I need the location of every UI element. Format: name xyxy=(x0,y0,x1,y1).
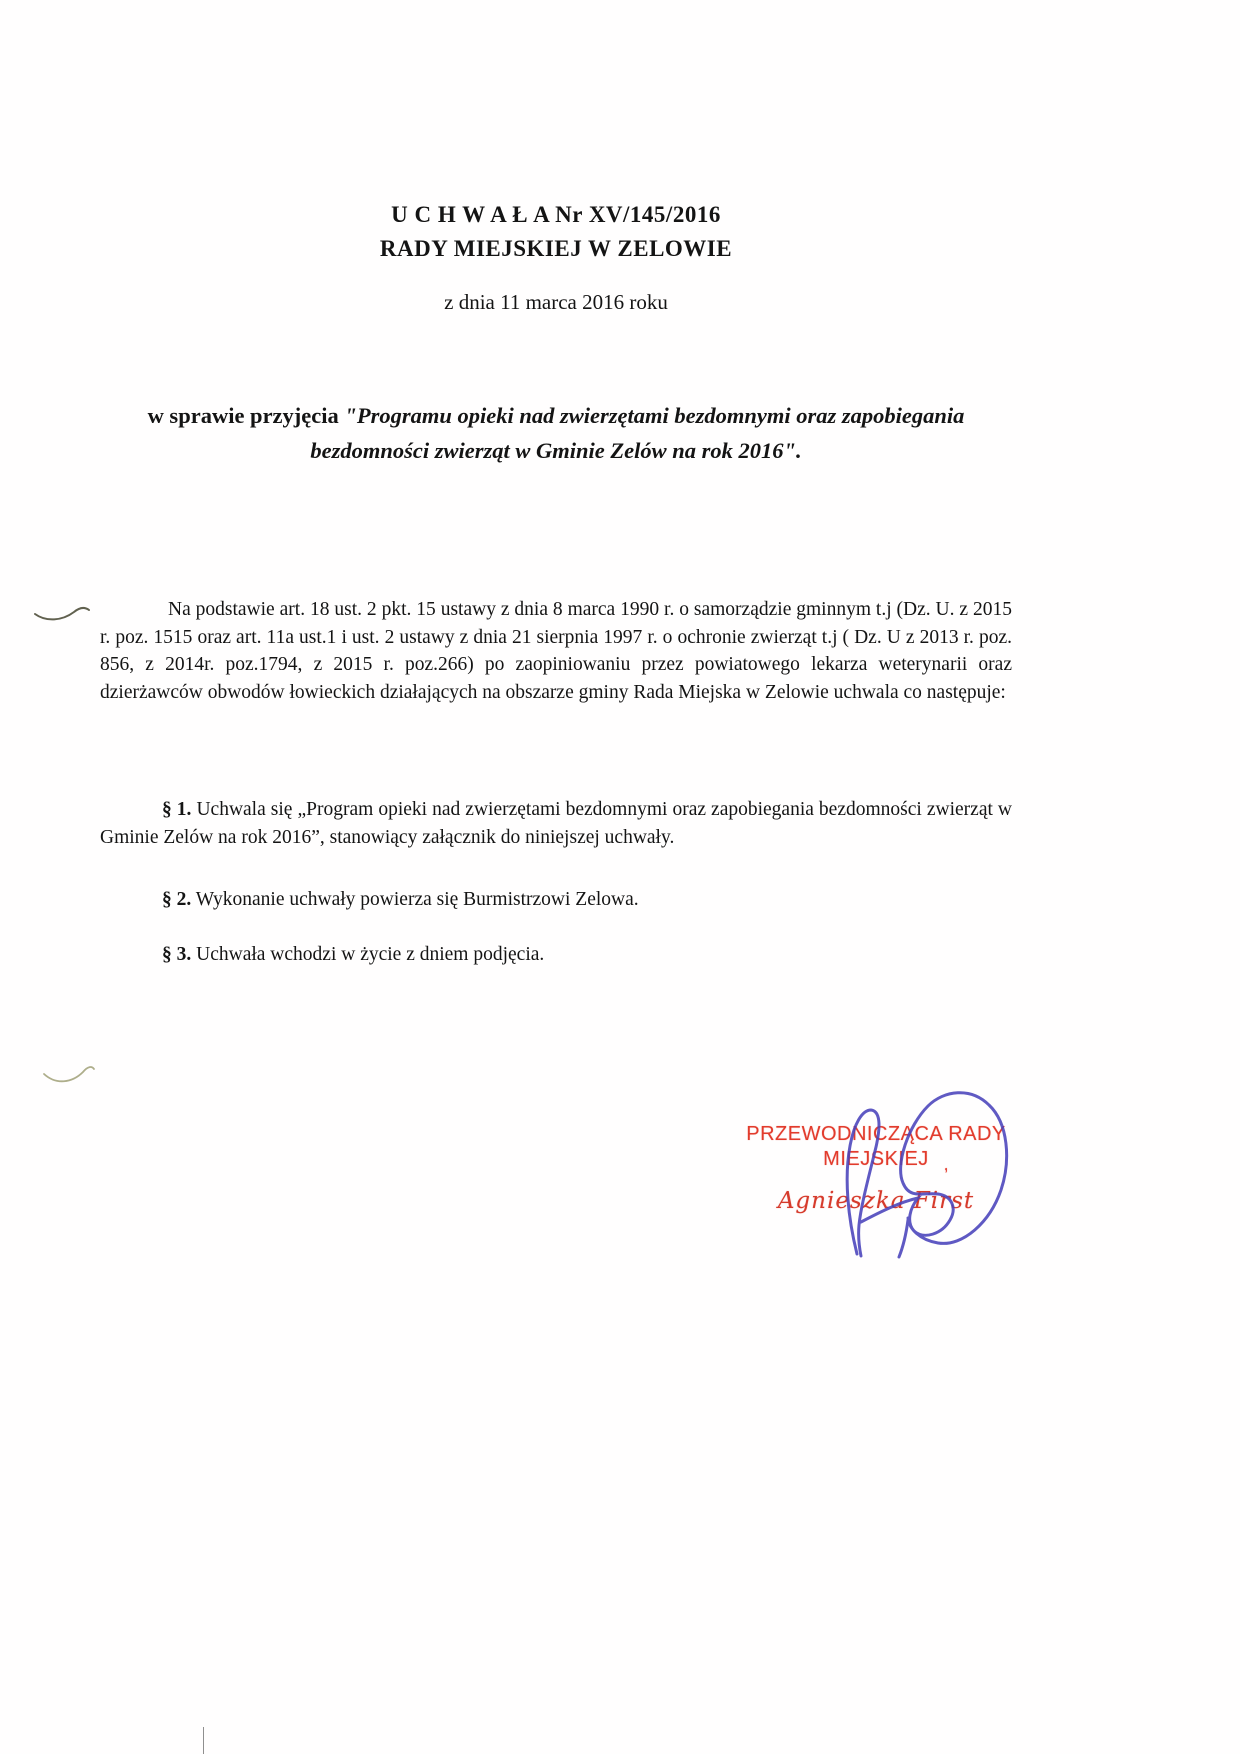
document-subtitle: RADY MIEJSKIEJ W ZELOWIE xyxy=(379,236,733,261)
section-1-label: § 1. xyxy=(162,799,192,820)
scan-artifact-line xyxy=(203,1727,204,1754)
subject-quoted-title: "Programu opieki nad zwierzętami bezdomnymi oraz zapobiegania bezdomności zwierząt w Gminie Zelów na rok 2016". xyxy=(310,403,965,463)
section-1-text: Uchwala się „Program opieki nad zwierzętami bezdomnymi oraz zapobiegania bezdomności zwierząt w Gminie Zelów na rok 2016”, stanowiący załącznik do niniejszej uchwały. xyxy=(100,799,1013,848)
section-2-text: Wykonanie uchwały powierza się Burmistrzowi Zelowa. xyxy=(191,889,639,910)
signer-name: Agnieszka First xyxy=(777,1188,975,1214)
stamp-title-line: MIEJSKIEJ xyxy=(823,1148,929,1170)
stamp-title-line: PRZEWODNICZĄCA RADY xyxy=(746,1123,1006,1145)
margin-squiggle-mark xyxy=(32,598,94,630)
section-3-label: § 3. xyxy=(162,944,192,965)
section-1-paragraph xyxy=(100,796,1012,852)
margin-squiggle-mark xyxy=(40,1056,98,1092)
document-date: z dnia 11 marca 2016 roku xyxy=(444,290,668,314)
subject-prefix: w sprawie przyjęcia xyxy=(147,403,345,428)
chairwoman-stamp xyxy=(742,1122,1010,1175)
subject-line xyxy=(100,398,1012,468)
section-2-label: § 2. xyxy=(162,889,192,910)
section-3-text: Uchwała wchodzi w życie z dniem podjęcia. xyxy=(191,944,545,965)
section-3-paragraph xyxy=(100,941,1012,969)
document-title: U C H W A Ł A Nr XV/145/2016 xyxy=(391,202,721,227)
stamp-stray-mark: , xyxy=(940,1153,951,1175)
section-2-paragraph xyxy=(100,886,1012,914)
document-title-block xyxy=(100,198,1012,266)
preamble-paragraph: Na podstawie art. 18 ust. 2 pkt. 15 ustawy z dnia 8 marca 1990 r. o samorządzie gminnym t.j (Dz. U. z 2015 r. poz. 1515 oraz art. 11a ust.1 i ust. 2 ustawy z dnia 21 sierpnia 1997 r. o ochronie zwierząt t.j ( Dz. U z 2013 r. poz. 856, z 2014r. poz.1794, z 2015 r. poz.266) po zaopiniowaniu przez powiatowego lekarza weterynarii oraz dzierżawców obwodów łowieckich działających na obszarze gminy Rada Miejska w Zelowie uchwala co następuje: xyxy=(100,599,1012,703)
